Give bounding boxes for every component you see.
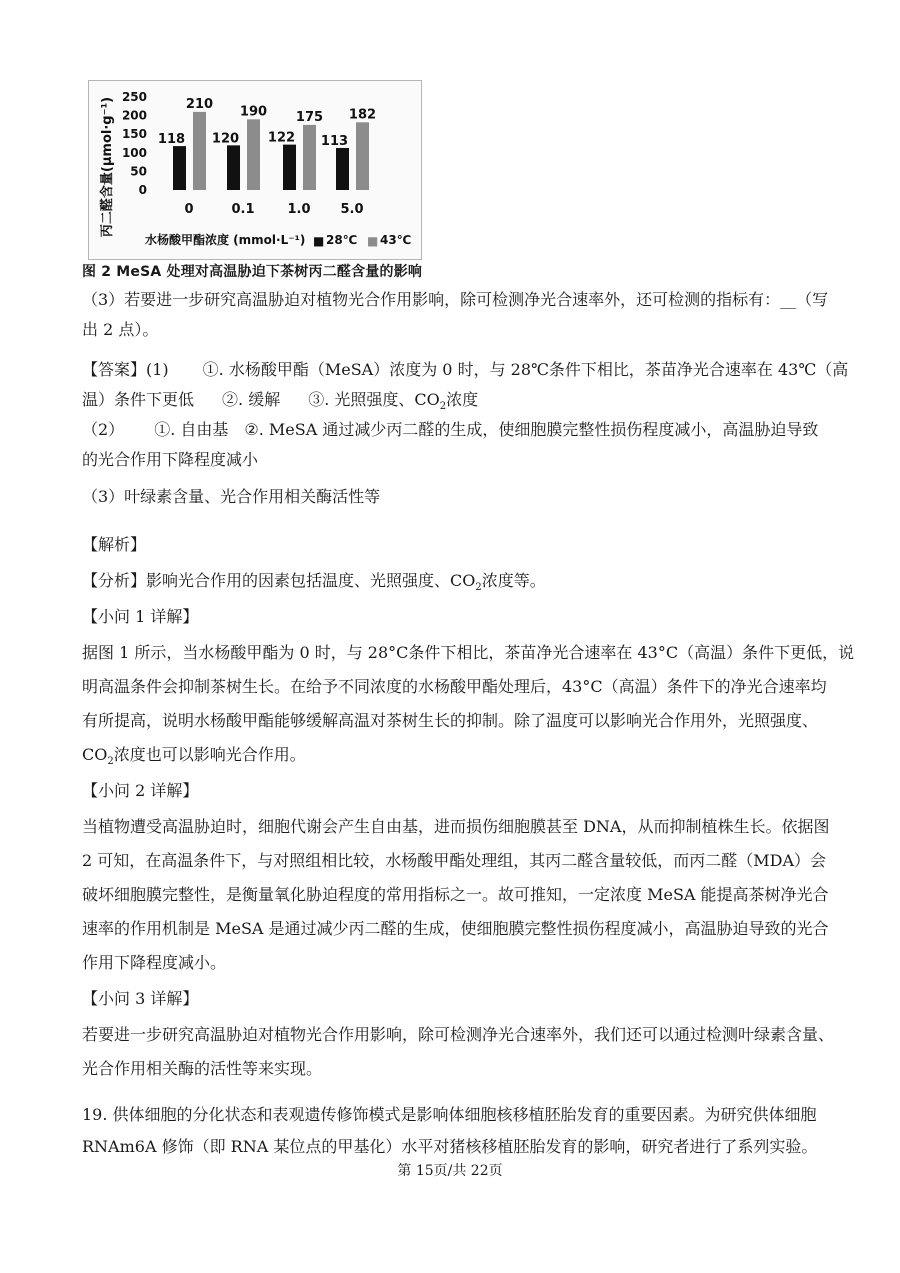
y-tick-label: 250 [121,90,147,104]
data-label: 210 [185,96,214,112]
bar-43C-3 [356,122,369,190]
y-axis-label: 丙二醛含量(μmol·g⁻¹) [100,96,115,238]
answer-1-1: ①. 水杨酸甲酯（MeSA）浓度为 0 时，与 28℃条件下相比，茶苗净光合速率在 43℃（高 [202,360,849,379]
x-axis-label: 水杨酸甲酯浓度 (mmol·L⁻¹) [145,233,306,247]
question-19 [82,1100,822,1162]
legend-label-28: 28℃ [326,233,358,247]
legend-label-43: 43℃ [380,233,412,247]
y-tick-label: 200 [121,108,147,123]
answer-line-4: 的光合作用下降程度减小 [82,450,259,469]
answer-1-3: ③. 光照强度、CO [308,390,440,409]
y-tick-label: 50 [130,164,147,179]
figure-caption: 图 2 MeSA 处理对高温胁迫下茶树丙二醛含量的影响 [82,264,423,280]
question-19-line-2: RNAm6A 修饰（即 RNA 某位点的甲基化）水平对猪核移植胚胎发育的影响，研究者进行了系列实验。 [82,1137,818,1156]
subquestion-2-heading: 【小问 2 详解】 [82,781,199,800]
subquestion-1-heading: 【小问 1 详解】 [82,607,199,626]
data-label: 122 [267,130,296,146]
data-label: 118 [157,132,186,148]
analysis-block [82,530,855,1090]
data-label: 175 [295,109,324,125]
answer-line-2 [82,385,822,415]
y-tick-label: 150 [121,127,147,142]
legend-mark-28: ■ [313,234,325,248]
data-label: 190 [239,104,268,120]
question-19-line-1: 19. 供体细胞的分化状态和表观遗传修饰模式是影响体细胞核移植胚胎发育的重要因素。为研究供体细胞 [82,1105,817,1124]
answer-line-5: （3）叶绿素含量、光合作用相关酶活性等 [82,487,381,506]
answer-line-1 [82,355,849,385]
answer-2-heading: （2） [82,420,125,439]
data-label: 182 [348,107,377,123]
bar-28C-1 [227,145,240,190]
page-footer: 第 15页/共 22页 [397,1163,503,1179]
answer-1-3-tail: 浓度 [446,390,479,409]
bar-43C-1 [247,119,260,190]
bar-28C-2 [283,145,296,190]
bar-chart-figure [88,80,422,260]
fenxi-tail: 浓度等。 [481,571,546,590]
question-3-line-1: （3）若要进一步研究高温胁迫对植物光合作用影响，除可检测净光合速率外，还可检测的指标有：__（写 [82,290,829,309]
answer-line-3 [82,415,822,445]
sub1-line-4 [82,740,822,776]
sub2-line-2: 2 可知，在高温条件下，与对照组相比较，水杨酸甲酯处理组，其丙二醛含量较低，而丙二醛（MDA）会 [82,851,827,870]
answer-block [82,355,849,512]
y-tick-label: 100 [121,145,147,160]
bar-chart [89,81,421,259]
bar-28C-0 [173,146,186,190]
y-tick-label: 0 [138,183,147,197]
sub1-line-2: 明高温条件会抑制茶树生长。在给予不同浓度的水杨酸甲酯处理后，43°C（高温）条件下的净光合速率均 [82,677,827,696]
sub1-line-1: 据图 1 所示，当水杨酸甲酯为 0 时，与 28°C条件下相比，茶苗净光合速率在 43°C（高温）条件下更低，说 [82,643,855,662]
answer-1-3-sub: 2 [439,401,447,413]
bar-43C-0 [193,112,206,190]
x-tick-label: 1.0 [287,202,311,217]
analysis-title: 【解析】 [82,535,147,554]
sub3-line-2: 光合作用相关酶的活性等来实现。 [82,1059,323,1078]
subquestion-3-heading: 【小问 3 详解】 [82,989,199,1008]
answer-2-1: ①. 自由基 [154,420,229,439]
legend-mark-43: ■ [367,234,379,248]
answer-1-1-cont: 温）条件下更低 [82,390,195,409]
answer-heading: 【答案】(1) [82,360,169,379]
answer-2-2: ②. MeSA 通过减少丙二醛的生成，使细胞膜完整性损伤程度减小，高温胁迫导致 [244,420,819,439]
fenxi-text: 【分析】影响光合作用的因素包括温度、光照强度、CO [82,571,476,590]
sub2-line-4: 速率的作用机制是 MeSA 是通过减少丙二醛的生成，使细胞膜完整性损伤程度减小，高温胁迫导致的光合 [82,919,829,938]
sub2-line-3: 破坏细胞膜完整性，是衡量氧化胁迫程度的常用指标之一。故可推知，一定浓度 MeSA 能提高茶树净光合 [82,885,829,904]
data-label: 113 [320,133,349,149]
question-3 [82,285,829,345]
sub1-co-sub: 2 [107,756,114,768]
bar-43C-2 [303,125,316,190]
sub2-line-1: 当植物遭受高温胁迫时，细胞代谢会产生自由基，进而损伤细胞膜甚至 DNA，从而抑制植株生长。依据图 [82,817,830,836]
data-label: 120 [211,131,240,147]
x-tick-label: 5.0 [340,202,364,217]
fenxi-sub: 2 [475,582,482,594]
sub1-tail: 浓度也可以影响光合作用。 [113,745,306,764]
x-tick-label: 0.1 [231,202,255,217]
sub1-line-3: 有所提高，说明水杨酸甲酯能够缓解高温对茶树生长的抑制。除了温度可以影响光合作用外，光照强度、 [82,711,819,730]
analysis-fenxi [82,566,822,602]
x-tick-label: 0 [184,202,194,217]
sub1-co: CO [82,745,108,764]
bar-28C-3 [336,148,349,190]
answer-1-2: ②. 缓解 [222,390,281,409]
sub3-line-1: 若要进一步研究高温胁迫对植物光合作用影响，除可检测净光合速率外，我们还可以通过检测叶绿素含量、 [82,1025,835,1044]
question-3-line-2: 出 2 点）。 [82,320,159,339]
sub2-line-5: 作用下降程度减小。 [82,953,227,972]
